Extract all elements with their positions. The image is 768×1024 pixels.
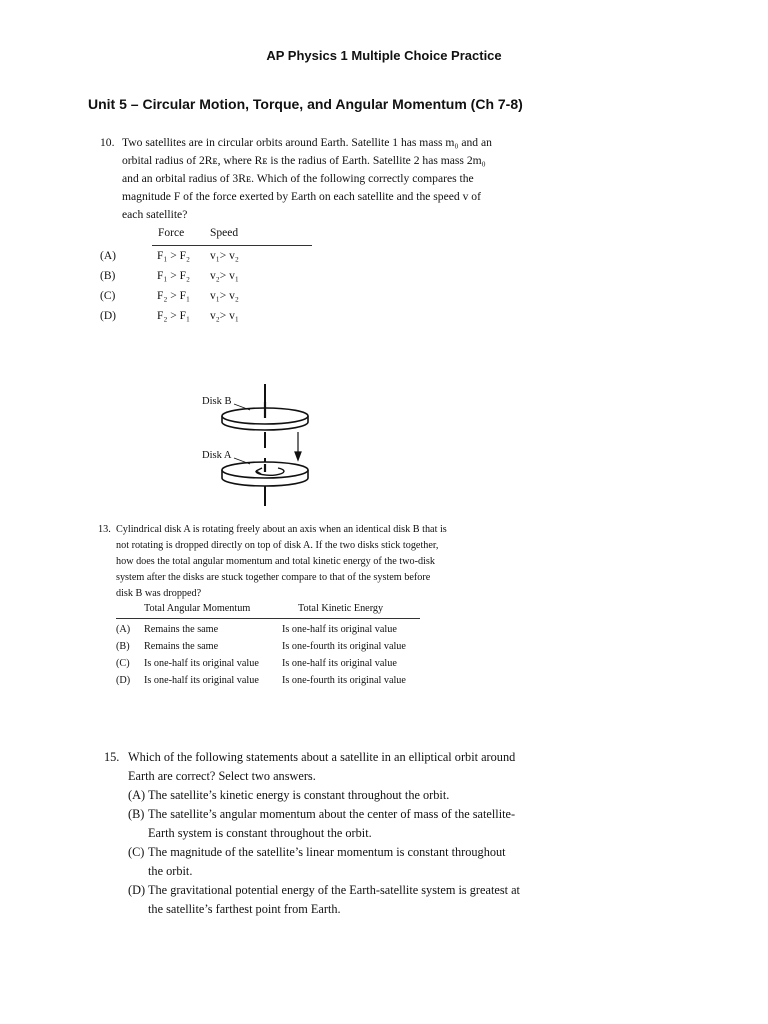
- question-15-number: 15.: [104, 750, 120, 764]
- answer-table-header: [152, 225, 312, 246]
- choice-letter: (A): [100, 250, 116, 262]
- answer-choice-d[interactable]: [104, 881, 544, 900]
- question-15-line: 15. Which of the following statements about a satellite in an elliptical orbit around: [104, 748, 544, 767]
- question-10-line: orbital radius of 2Rᴇ, where Rᴇ is the radius of Earth. Satellite 2 has mass 2m₀: [122, 154, 486, 167]
- column-header-speed: Speed: [210, 227, 239, 239]
- choice-letter: (A): [116, 624, 131, 635]
- question-13-number: 13.: [98, 524, 111, 535]
- question-13-line: disk B was dropped?: [116, 588, 202, 599]
- choice-letter: (D): [100, 310, 116, 322]
- answer-table-header: [116, 600, 420, 619]
- choice-energy: Is one-fourth its original value: [282, 641, 406, 652]
- column-header-angular-momentum: Total Angular Momentum: [144, 603, 251, 614]
- choice-speed: v₁> v₂: [210, 250, 239, 262]
- choice-speed: v₁> v₂: [210, 290, 239, 302]
- choice-text: The satellite’s kinetic energy is constant throughout the orbit.: [148, 788, 450, 802]
- question-13-line: system after the disks are stuck together compare to that of the system before: [116, 572, 431, 583]
- question-13: [98, 522, 518, 602]
- drop-arrow-icon: [295, 432, 301, 460]
- answer-choice-c[interactable]: [104, 843, 544, 862]
- choice-momentum: Is one-half its original value: [144, 658, 259, 669]
- choice-momentum: Remains the same: [144, 641, 219, 652]
- choice-letter: (B): [128, 807, 145, 821]
- choice-force: F₂ > F₁: [157, 290, 191, 302]
- choice-text-continued: Earth system is constant throughout the orbit.: [148, 826, 372, 840]
- question-13-line: how does the total angular momentum and total kinetic energy of the two-disk: [116, 556, 435, 567]
- choice-energy: Is one-half its original value: [282, 658, 397, 669]
- question-13-line: 13. Cylindrical disk A is rotating freely about an axis when an identical disk B that is: [98, 522, 518, 538]
- choice-letter: (C): [128, 845, 145, 859]
- question-10-line: magnitude F of the force exerted by Earth on each satellite and the speed v of: [122, 190, 481, 203]
- question-13-line: not rotating is dropped directly on top of disk A. If the two disks stick together,: [116, 540, 439, 551]
- choice-letter: (A): [128, 788, 146, 802]
- choice-speed: v₂> v₁: [210, 310, 239, 322]
- choice-force: F₁ > F₂: [157, 270, 191, 282]
- choice-momentum: Remains the same: [144, 624, 219, 635]
- choice-momentum: Is one-half its original value: [144, 675, 259, 686]
- question-15: [104, 748, 544, 919]
- disk-a-label: Disk A: [202, 450, 232, 461]
- choice-text: The magnitude of the satellite’s linear momentum is constant throughout: [148, 845, 506, 859]
- choice-letter: (D): [128, 883, 146, 897]
- disk-b-label: Disk B: [202, 396, 232, 407]
- document-title: AP Physics 1 Multiple Choice Practice: [266, 48, 502, 63]
- column-header-kinetic-energy: Total Kinetic Energy: [298, 603, 384, 614]
- choice-force: F₂ > F₁: [157, 310, 191, 322]
- choice-letter: (B): [116, 641, 130, 652]
- unit-heading: Unit 5 – Circular Motion, Torque, and Angular Momentum (Ch 7-8): [88, 96, 523, 112]
- choice-text-continued: the orbit.: [148, 864, 193, 878]
- choice-energy: Is one-half its original value: [282, 624, 397, 635]
- question-10-line: 10. Two satellites are in circular orbits around Earth. Satellite 1 has mass m₀ and an: [100, 134, 500, 152]
- choice-energy: Is one-fourth its original value: [282, 675, 406, 686]
- question-10: [100, 134, 500, 224]
- question-10-line: each satellite?: [122, 208, 188, 221]
- answer-choice-b[interactable]: [104, 805, 544, 824]
- choice-letter: (D): [116, 675, 131, 686]
- choice-text-continued: the satellite’s farthest point from Earth.: [148, 902, 341, 916]
- question-10-line: and an orbital radius of 3Rᴇ. Which of the following correctly compares the: [122, 172, 474, 185]
- choice-text: The satellite’s angular momentum about the center of mass of the satellite-: [148, 807, 516, 821]
- choice-letter: (B): [100, 270, 116, 282]
- column-header-force: Force: [158, 227, 185, 239]
- choice-letter: (C): [116, 658, 130, 669]
- choice-text: The gravitational potential energy of the Earth-satellite system is greatest at: [148, 883, 520, 897]
- question-15-line: Earth are correct? Select two answers.: [128, 769, 316, 783]
- choice-speed: v₂> v₁: [210, 270, 239, 282]
- question-10-number: 10.: [100, 136, 115, 149]
- answer-choice-a[interactable]: [104, 786, 544, 805]
- choice-letter: (C): [100, 290, 116, 302]
- choice-force: F₁ > F₂: [157, 250, 191, 262]
